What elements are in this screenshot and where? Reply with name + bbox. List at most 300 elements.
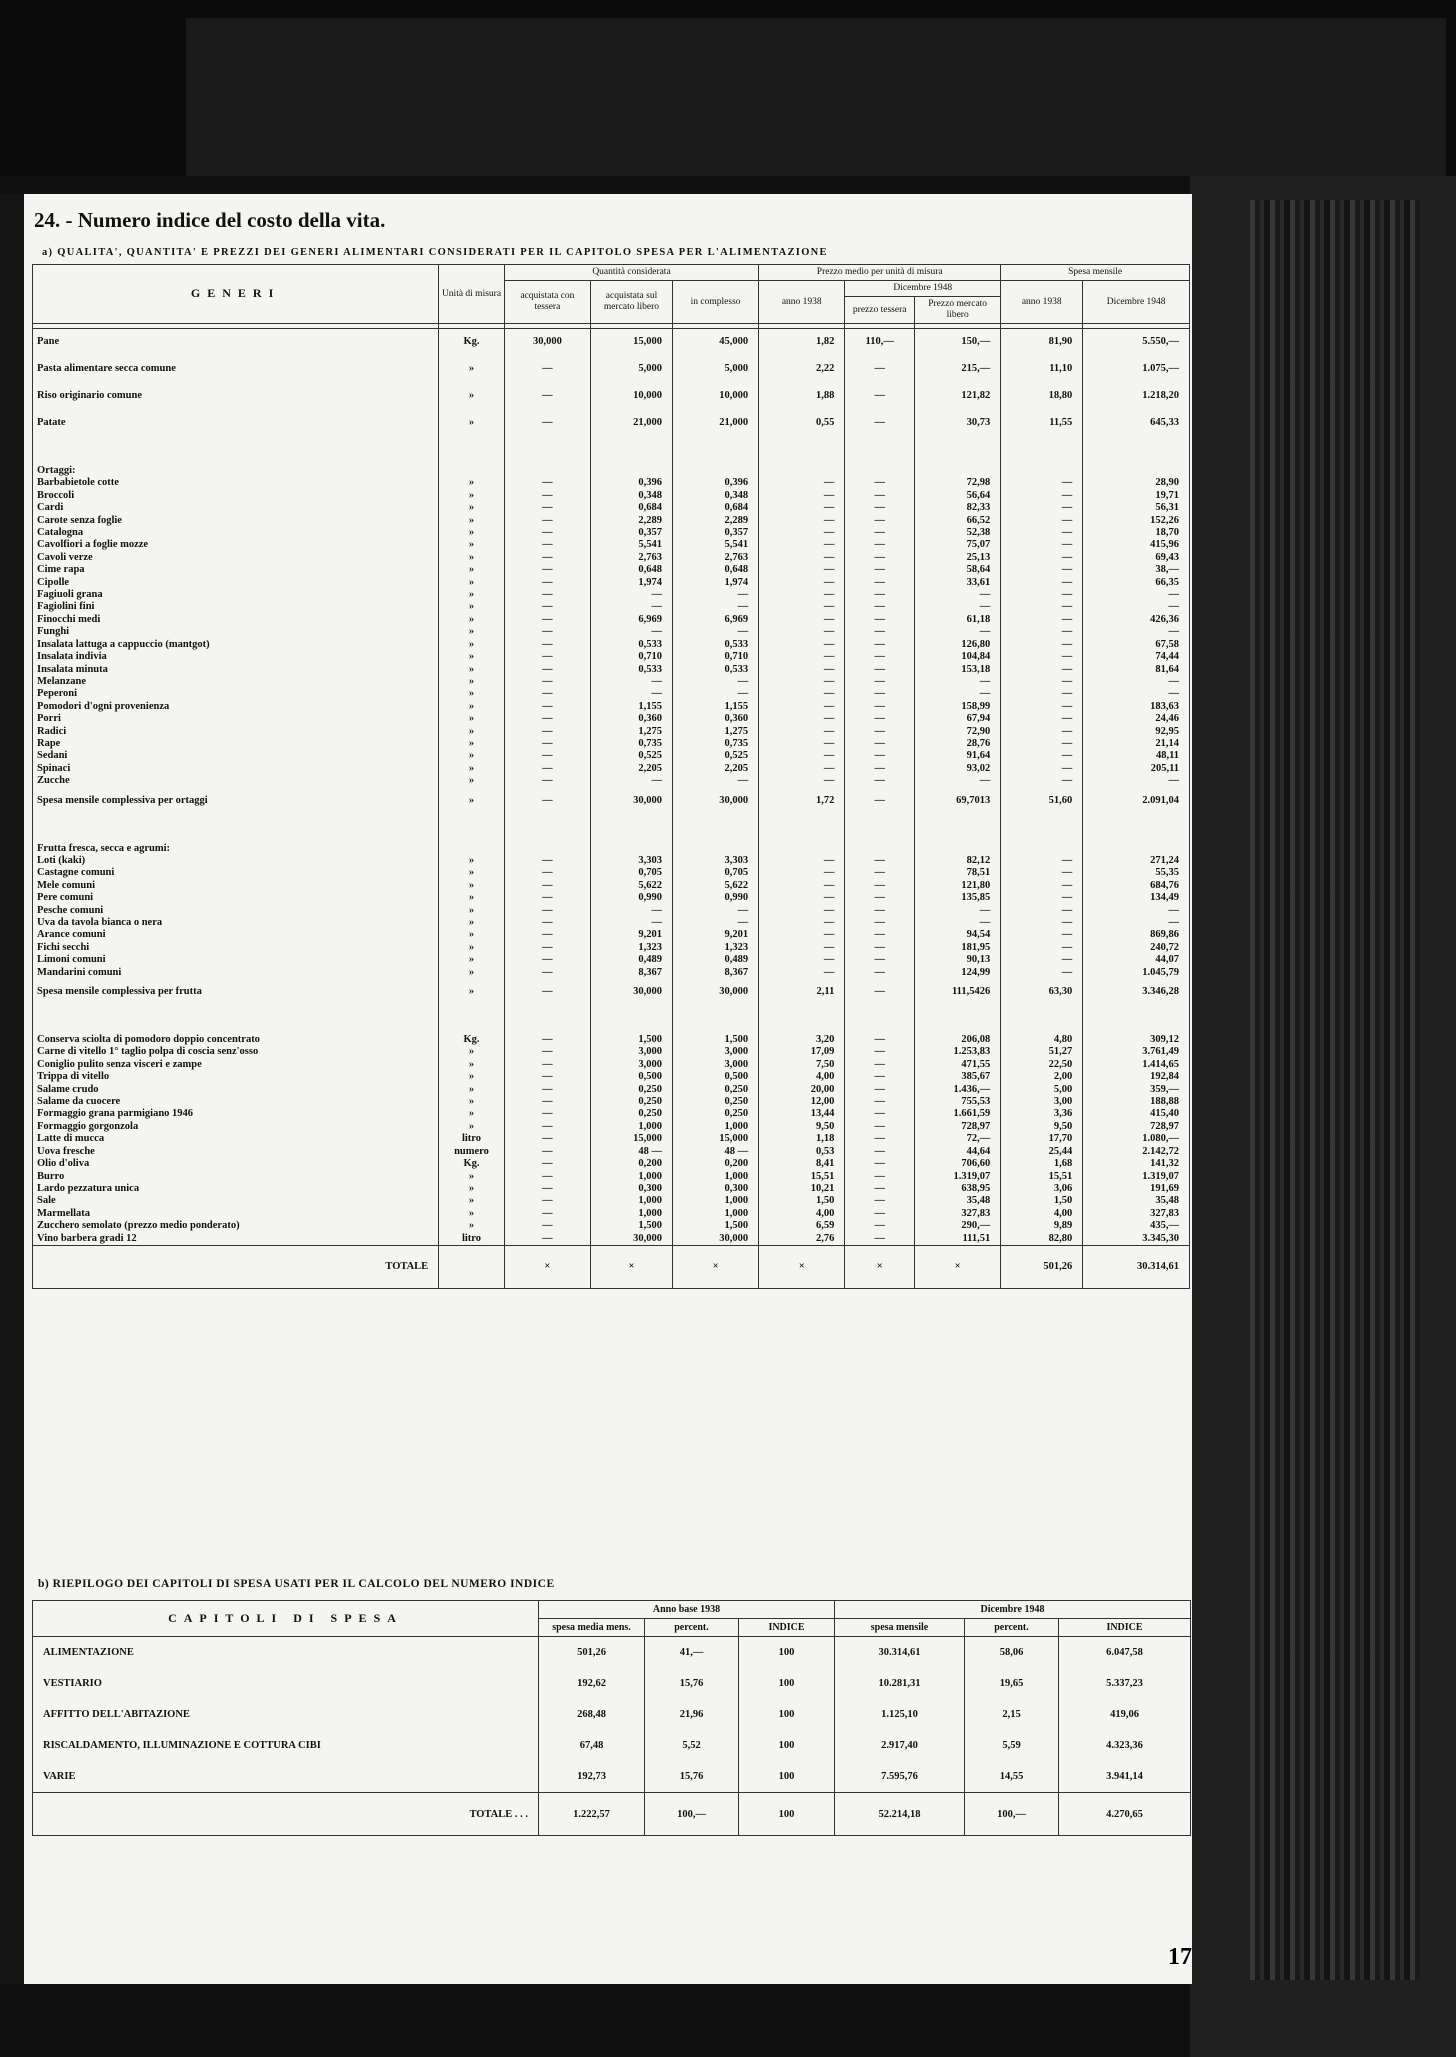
cell-a: — — [504, 750, 590, 762]
cell-g: Melanzane — [33, 676, 439, 688]
cell-u: » — [439, 726, 505, 738]
cell-d: — — [759, 942, 845, 954]
summary-total-d: 52.214,18 — [835, 1793, 965, 1836]
cell-f: 638,95 — [915, 1183, 1001, 1195]
cell-h: — — [1001, 664, 1083, 676]
cell-c: 0,500 — [673, 1071, 759, 1083]
cell-i: 67,58 — [1083, 639, 1190, 651]
cell-d: — — [759, 490, 845, 502]
table-row — [33, 738, 1190, 750]
cell-b: 1,500 — [590, 1034, 672, 1046]
cell-h: — — [1001, 552, 1083, 564]
cell-f: 58,64 — [915, 564, 1001, 576]
cell-d: — — [759, 750, 845, 762]
cell-d: — — [759, 577, 845, 589]
table-row — [33, 1006, 1190, 1020]
cell-e: — — [845, 1084, 915, 1096]
cell-e: — — [845, 1195, 915, 1207]
cell-u: » — [439, 775, 505, 787]
cell-d: — — [759, 639, 845, 651]
cell-b: 5,622 — [590, 880, 672, 892]
cell-f: 206,08 — [915, 1034, 1001, 1046]
cell-g: Peperoni — [33, 688, 439, 700]
cell-h: — — [1001, 929, 1083, 941]
cell-g: Castagne comuni — [33, 867, 439, 879]
summary-cell-e: 2,15 — [965, 1699, 1059, 1730]
cell-h: 51,60 — [1001, 788, 1083, 815]
summary-table — [32, 1600, 1191, 1836]
cell-h: — — [1001, 855, 1083, 867]
cell-d: — — [759, 917, 845, 929]
cell-u: » — [439, 867, 505, 879]
cell-c: — — [673, 917, 759, 929]
cell-g: Conserva sciolta di pomodoro doppio concentrato — [33, 1034, 439, 1046]
cell-e: — — [845, 651, 915, 663]
cell-a: — — [504, 1108, 590, 1120]
cell-f: 126,80 — [915, 639, 1001, 651]
cell-c: — — [673, 676, 759, 688]
cell-a: — — [504, 1059, 590, 1071]
cell-f: 1.253,83 — [915, 1046, 1001, 1058]
cell-f: 82,12 — [915, 855, 1001, 867]
cell-c: 8,367 — [673, 967, 759, 979]
cell-a: — — [504, 788, 590, 815]
table-row — [33, 829, 1190, 843]
cell-u: » — [439, 383, 505, 410]
cell-u: » — [439, 701, 505, 713]
cell-e: — — [845, 1171, 915, 1183]
cell-u: » — [439, 1183, 505, 1195]
cell-a: — — [504, 942, 590, 954]
cell-i: 435,— — [1083, 1220, 1190, 1232]
cell-g: Carote senza foglie — [33, 515, 439, 527]
cell-f: 33,61 — [915, 577, 1001, 589]
cell-f: — — [915, 917, 1001, 929]
cell-g: Pomodori d'ogni provenienza — [33, 701, 439, 713]
summary-total-label: TOTALE . . . — [33, 1793, 539, 1836]
cell-e: — — [845, 701, 915, 713]
cell-a: — — [504, 701, 590, 713]
cell-e: — — [845, 356, 915, 383]
summary-cell-b: 21,96 — [645, 1699, 739, 1730]
cell-f: — — [915, 626, 1001, 638]
cell-b: 0,360 — [590, 713, 672, 725]
summary-cell-c: 100 — [739, 1730, 835, 1761]
cell-h: — — [1001, 905, 1083, 917]
cell-a: — — [504, 1046, 590, 1058]
table-row — [33, 589, 1190, 601]
header-generi: GENERI — [33, 265, 439, 324]
cell-h: — — [1001, 688, 1083, 700]
cell-u: » — [439, 1195, 505, 1207]
cell-f: 72,— — [915, 1133, 1001, 1145]
cell-g: Cavoli verze — [33, 552, 439, 564]
cell-u: » — [439, 614, 505, 626]
cell-b: 0,684 — [590, 502, 672, 514]
cell-h: — — [1001, 614, 1083, 626]
cell-u: » — [439, 979, 505, 1006]
header-dic-1948: Dicembre 1948 — [845, 281, 1001, 297]
cell-h: — — [1001, 867, 1083, 879]
cell-c: — — [673, 626, 759, 638]
cell-d: 0,55 — [759, 410, 845, 437]
cell-h: 3,36 — [1001, 1108, 1083, 1120]
cell-d: 20,00 — [759, 1084, 845, 1096]
cell-h: — — [1001, 515, 1083, 527]
cell-c: 10,000 — [673, 383, 759, 410]
summary-row — [33, 1761, 1191, 1793]
cell-i: 1.414,65 — [1083, 1059, 1190, 1071]
cell-c: 0,250 — [673, 1096, 759, 1108]
cell-i: 1.080,— — [1083, 1133, 1190, 1145]
cell-h: 22,50 — [1001, 1059, 1083, 1071]
cell-e: — — [845, 905, 915, 917]
header-percent: percent. — [645, 1619, 739, 1637]
table-row — [33, 1020, 1190, 1034]
cell-c: 30,000 — [673, 788, 759, 815]
cell-i: 1.045,79 — [1083, 967, 1190, 979]
cell-d: — — [759, 929, 845, 941]
cell-d: — — [759, 701, 845, 713]
cell-d: 10,21 — [759, 1183, 845, 1195]
cell-d: — — [759, 855, 845, 867]
cell-e: — — [845, 967, 915, 979]
cell-u: » — [439, 1208, 505, 1220]
cell-e: — — [845, 867, 915, 879]
cell-f: — — [915, 676, 1001, 688]
cell-d: — — [759, 775, 845, 787]
cell-h: 1,68 — [1001, 1158, 1083, 1170]
cell-f: 153,18 — [915, 664, 1001, 676]
cell-h: — — [1001, 775, 1083, 787]
cell-e: — — [845, 664, 915, 676]
summary-cell-d: 2.917,40 — [835, 1730, 965, 1761]
cell-c: 0,648 — [673, 564, 759, 576]
cell-u: » — [439, 601, 505, 613]
cell-e: — — [845, 589, 915, 601]
cell-e: — — [845, 1233, 915, 1246]
cell-h: 11,10 — [1001, 356, 1083, 383]
cell-i: 1.218,20 — [1083, 383, 1190, 410]
cell-a: — — [504, 502, 590, 514]
cell-b: 0,990 — [590, 892, 672, 904]
table-row — [33, 1084, 1190, 1096]
cell-u: » — [439, 1071, 505, 1083]
table-row — [33, 502, 1190, 514]
cell-e: — — [845, 383, 915, 410]
summary-cell-f: 4.323,36 — [1059, 1730, 1191, 1761]
summary-cell-c: 100 — [739, 1637, 835, 1669]
cell-u: » — [439, 892, 505, 904]
cell-d: — — [759, 880, 845, 892]
cell-i: 55,35 — [1083, 867, 1190, 879]
cell-a: — — [504, 763, 590, 775]
cell-a: — — [504, 1096, 590, 1108]
header-indice-2: INDICE — [1059, 1619, 1191, 1637]
table-row — [33, 979, 1190, 1006]
header-prezzo-libero: Prezzo mercato libero — [915, 297, 1001, 324]
cell-h: — — [1001, 967, 1083, 979]
cell-h: 1,50 — [1001, 1195, 1083, 1207]
header-quantita: Quantità considerata — [504, 265, 758, 281]
cell-a: 30,000 — [504, 329, 590, 357]
cell-h: — — [1001, 527, 1083, 539]
cell-f: 25,13 — [915, 552, 1001, 564]
cell-u: » — [439, 552, 505, 564]
cell-h: — — [1001, 880, 1083, 892]
cell-b: 1,500 — [590, 1220, 672, 1232]
cell-i: 19,71 — [1083, 490, 1190, 502]
cell-h: — — [1001, 490, 1083, 502]
table-row — [33, 1183, 1190, 1195]
cell-g: Fichi secchi — [33, 942, 439, 954]
cell-a: — — [504, 589, 590, 601]
cell-g: Patate — [33, 410, 439, 437]
cell-b: — — [590, 601, 672, 613]
cell-f: 93,02 — [915, 763, 1001, 775]
cell-i: — — [1083, 589, 1190, 601]
summary-cell-f: 419,06 — [1059, 1699, 1191, 1730]
cell-d: — — [759, 539, 845, 551]
header-anno-base: Anno base 1938 — [539, 1601, 835, 1619]
cell-c: 3,000 — [673, 1046, 759, 1058]
page-number: 17 — [1168, 1944, 1192, 1970]
cell-d: 2,76 — [759, 1233, 845, 1246]
cell-f: 61,18 — [915, 614, 1001, 626]
cell-u: » — [439, 589, 505, 601]
cell-i: 415,96 — [1083, 539, 1190, 551]
summary-cell-g: AFFITTO DELL'ABITAZIONE — [33, 1699, 539, 1730]
cell-g: Rape — [33, 738, 439, 750]
cell-b: 0,735 — [590, 738, 672, 750]
cell-a: — — [504, 601, 590, 613]
cell-e: — — [845, 788, 915, 815]
cell-c: — — [673, 589, 759, 601]
cell-i: 426,36 — [1083, 614, 1190, 626]
cell-b: 0,348 — [590, 490, 672, 502]
cell-u: » — [439, 564, 505, 576]
table-row — [33, 1059, 1190, 1071]
cell-e: — — [845, 577, 915, 589]
cell-u: Kg. — [439, 329, 505, 357]
cell-c: 1,974 — [673, 577, 759, 589]
cell-i: 728,97 — [1083, 1121, 1190, 1133]
cell-u: » — [439, 738, 505, 750]
cell-f: 52,38 — [915, 527, 1001, 539]
cell-g: Olio d'oliva — [33, 1158, 439, 1170]
table-row — [33, 1195, 1190, 1207]
cell-e: — — [845, 1034, 915, 1046]
summary-cell-f: 3.941,14 — [1059, 1761, 1191, 1793]
cell-c: 1,000 — [673, 1121, 759, 1133]
summary-total-c: 100 — [739, 1793, 835, 1836]
cell-h: 4,00 — [1001, 1208, 1083, 1220]
cell-c: 0,533 — [673, 664, 759, 676]
cell-c: 0,357 — [673, 527, 759, 539]
cell-h: — — [1001, 601, 1083, 613]
cell-c: 6,969 — [673, 614, 759, 626]
cell-g: Coniglio pulito senza visceri e zampe — [33, 1059, 439, 1071]
cell-f: — — [915, 905, 1001, 917]
summary-cell-g: RISCALDAMENTO, ILLUMINAZIONE E COTTURA CIBI — [33, 1730, 539, 1761]
cell-d: — — [759, 688, 845, 700]
cell-a: — — [504, 676, 590, 688]
cell-u: » — [439, 1084, 505, 1096]
cell-h: — — [1001, 676, 1083, 688]
summary-cell-e: 5,59 — [965, 1730, 1059, 1761]
cell-f: 755,53 — [915, 1096, 1001, 1108]
cell-d: — — [759, 477, 845, 489]
page-title: 24. - Numero indice del costo della vita. — [34, 208, 386, 232]
cell-a: — — [504, 726, 590, 738]
header-prezzo-tessera: prezzo tessera — [845, 297, 915, 324]
cell-u: » — [439, 917, 505, 929]
cell-a: — — [504, 639, 590, 651]
cell-f: 35,48 — [915, 1195, 1001, 1207]
cell-g: Insalata minuta — [33, 664, 439, 676]
cell-b: 0,357 — [590, 527, 672, 539]
cell-e: — — [845, 527, 915, 539]
cell-f: 1.661,59 — [915, 1108, 1001, 1120]
table-row — [33, 905, 1190, 917]
cell-i: — — [1083, 905, 1190, 917]
cell-g: Cipolle — [33, 577, 439, 589]
cell-i: — — [1083, 626, 1190, 638]
cell-u: » — [439, 763, 505, 775]
table-row — [33, 942, 1190, 954]
table-row — [33, 954, 1190, 966]
summary-cell-c: 100 — [739, 1699, 835, 1730]
cell-a: — — [504, 356, 590, 383]
cell-d: — — [759, 713, 845, 725]
cell-c: 5,622 — [673, 880, 759, 892]
summary-cell-c: 100 — [739, 1761, 835, 1793]
cell-a: — — [504, 867, 590, 879]
cell-b: 30,000 — [590, 979, 672, 1006]
cell-f: 135,85 — [915, 892, 1001, 904]
cell-g: Salame crudo — [33, 1084, 439, 1096]
cell-a: — — [504, 775, 590, 787]
cell-e: — — [845, 750, 915, 762]
cell-e: — — [845, 410, 915, 437]
summary-cell-g: VARIE — [33, 1761, 539, 1793]
section-a-title: a) QUALITA', QUANTITA' E PREZZI DEI GENERI ALIMENTARI CONSIDERATI PER IL CAPITOLO SPESA PER L'ALIMENTAZIONE — [42, 247, 828, 258]
cell-c: 9,201 — [673, 929, 759, 941]
cell-i: 134,49 — [1083, 892, 1190, 904]
cell-b: 0,489 — [590, 954, 672, 966]
cell-d: 2,11 — [759, 979, 845, 1006]
cell-c: 0,710 — [673, 651, 759, 663]
table-row — [33, 651, 1190, 663]
cell-i: 21,14 — [1083, 738, 1190, 750]
table-row — [33, 688, 1190, 700]
cell-f: 91,64 — [915, 750, 1001, 762]
cell-g: Radici — [33, 726, 439, 738]
cell-u: litro — [439, 1233, 505, 1246]
table-row — [33, 1133, 1190, 1145]
cell-i: 92,95 — [1083, 726, 1190, 738]
cell-u: » — [439, 1046, 505, 1058]
summary-cell-d: 30.314,61 — [835, 1637, 965, 1669]
summary-cell-d: 7.595,76 — [835, 1761, 965, 1793]
cell-a: — — [504, 539, 590, 551]
table-row — [33, 763, 1190, 775]
cell-u: » — [439, 967, 505, 979]
cell-f: 471,55 — [915, 1059, 1001, 1071]
cell-e: — — [845, 1096, 915, 1108]
cell-a: — — [504, 929, 590, 941]
summary-cell-b: 15,76 — [645, 1668, 739, 1699]
cell-b: 3,000 — [590, 1059, 672, 1071]
cell-f: 78,51 — [915, 867, 1001, 879]
cell-e: — — [845, 726, 915, 738]
cell-e: — — [845, 552, 915, 564]
cell-c: 1,323 — [673, 942, 759, 954]
cell-h: — — [1001, 892, 1083, 904]
table-row — [33, 329, 1190, 357]
cell-f: 290,— — [915, 1220, 1001, 1232]
cell-f: — — [915, 589, 1001, 601]
cell-f: 30,73 — [915, 410, 1001, 437]
cell-u: » — [439, 410, 505, 437]
cell-h: 9,50 — [1001, 1121, 1083, 1133]
summary-total-b: 100,— — [645, 1793, 739, 1836]
cell-e: — — [845, 942, 915, 954]
cell-g: Limoni comuni — [33, 954, 439, 966]
cell-f: 385,67 — [915, 1071, 1001, 1083]
cell-d: — — [759, 967, 845, 979]
cell-b: 0,525 — [590, 750, 672, 762]
cell-c: — — [673, 905, 759, 917]
cell-c: 0,705 — [673, 867, 759, 879]
cell-c: — — [673, 775, 759, 787]
cell-i: — — [1083, 601, 1190, 613]
cell-a: — — [504, 738, 590, 750]
cell-b: 30,000 — [590, 788, 672, 815]
cell-g: Frutta fresca, secca e agrumi: — [33, 843, 439, 855]
cell-i: 188,88 — [1083, 1096, 1190, 1108]
table-row — [33, 929, 1190, 941]
cell-u: » — [439, 490, 505, 502]
cell-i: 415,40 — [1083, 1108, 1190, 1120]
cell-d: — — [759, 589, 845, 601]
summary-cell-g: ALIMENTAZIONE — [33, 1637, 539, 1669]
summary-cell-a: 67,48 — [539, 1730, 645, 1761]
cell-a: — — [504, 383, 590, 410]
cell-i: 69,43 — [1083, 552, 1190, 564]
cell-u: » — [439, 929, 505, 941]
cell-i: 28,90 — [1083, 477, 1190, 489]
cell-e: — — [845, 1208, 915, 1220]
cell-f: — — [915, 688, 1001, 700]
table-row — [33, 1146, 1190, 1158]
cell-e: — — [845, 855, 915, 867]
cell-f: 124,99 — [915, 967, 1001, 979]
scan-shadow — [186, 18, 1446, 176]
table-row — [33, 451, 1190, 465]
cell-f: 28,76 — [915, 738, 1001, 750]
cell-i: — — [1083, 917, 1190, 929]
cell-g: Porri — [33, 713, 439, 725]
cell-f: 72,98 — [915, 477, 1001, 489]
cell-g: Sale — [33, 1195, 439, 1207]
cell-g: Insalata indivia — [33, 651, 439, 663]
cell-h: 51,27 — [1001, 1046, 1083, 1058]
cell-i: 81,64 — [1083, 664, 1190, 676]
cell-h: 25,44 — [1001, 1146, 1083, 1158]
cell-c: 0,525 — [673, 750, 759, 762]
cell-i: 3.345,30 — [1083, 1233, 1190, 1246]
